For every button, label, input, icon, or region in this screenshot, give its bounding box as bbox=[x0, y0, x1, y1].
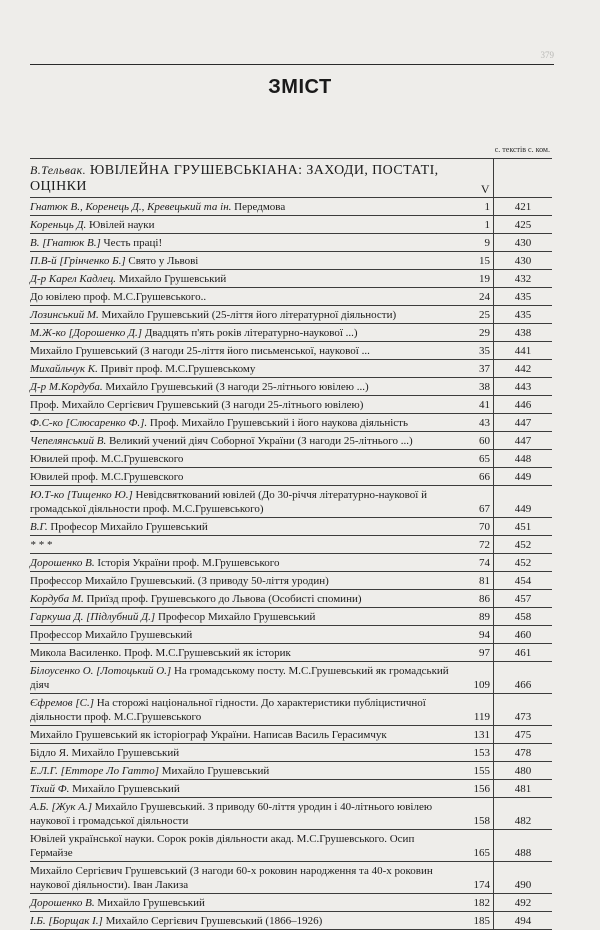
toc-entry-commentary-page: 480 bbox=[514, 765, 532, 777]
toc-entry[interactable] bbox=[30, 590, 552, 608]
toc-entry-title bbox=[30, 554, 494, 571]
toc-entry-page-number: V bbox=[480, 182, 490, 196]
page-title: ЗМІСТ bbox=[268, 76, 332, 98]
toc-entry[interactable] bbox=[30, 306, 552, 324]
toc-entry-commentary-page: 446 bbox=[514, 399, 532, 411]
toc-entry-title bbox=[30, 306, 494, 323]
toc-entry[interactable] bbox=[30, 216, 552, 234]
toc-entry[interactable] bbox=[30, 644, 552, 662]
toc-entry-commentary-page: 494 bbox=[514, 915, 532, 927]
toc-entry-title bbox=[30, 252, 494, 269]
toc-entry-text: Михайло Грушевський. З приводу 60-ліття уродин і 40-літнього ювілею наукової і громадської діяльности bbox=[30, 801, 433, 827]
toc-entry-text: Михайло Сергієвич Грушевський (З нагоди 60-х роковин народження та 40-х роковин наукової діяльности). Іван Лакиза bbox=[30, 865, 433, 891]
toc-entry-text: Професор Михайло Грушевський bbox=[155, 611, 316, 623]
toc-entry-author: Михайльчук К. bbox=[30, 363, 98, 375]
toc-entry-commentary-page: 490 bbox=[514, 879, 532, 891]
toc-entry-commentary-page: 452 bbox=[514, 539, 532, 551]
toc-entry-text: Микола Василенко. Проф. М.С.Грушевський як історик bbox=[30, 647, 291, 659]
table-of-contents bbox=[30, 158, 552, 930]
toc-entry-page-number: 97 bbox=[479, 647, 490, 659]
toc-entry-text: Приїзд проф. Грушевського до Львова (Особисті спомини) bbox=[83, 593, 362, 605]
toc-entry-page-number: 72 bbox=[479, 539, 490, 551]
toc-entry-author: Кореньць Д. bbox=[30, 219, 87, 231]
toc-entry-author: А.Б. [Жук А.] bbox=[30, 801, 93, 813]
toc-entry-author: Гаркуша Д. [Підлубний Д.] bbox=[30, 611, 156, 623]
toc-entry-commentary-page: 451 bbox=[514, 521, 532, 533]
toc-entry-text: Михайло Грушевський (З нагоди 25-літнього ювілею ...) bbox=[102, 381, 369, 393]
toc-entry-text: Привіт проф. М.С.Грушевському bbox=[97, 363, 256, 375]
toc-entry-commentary-page: 447 bbox=[514, 435, 532, 447]
toc-entry-author: Дорошенко В. bbox=[30, 897, 95, 909]
toc-entry-title bbox=[30, 378, 494, 395]
toc-entry-author: * * * bbox=[30, 539, 52, 551]
toc-entry-title bbox=[30, 198, 494, 215]
toc-entry[interactable] bbox=[30, 798, 552, 830]
toc-entry-author: В.Тельвак. bbox=[30, 163, 87, 177]
toc-entry-page-number: 94 bbox=[479, 629, 490, 641]
toc-entry-text: Передмова bbox=[231, 201, 286, 213]
toc-entry-commentary-page: 460 bbox=[514, 629, 532, 641]
toc-entry[interactable] bbox=[30, 662, 552, 694]
toc-entry-commentary-page: 447 bbox=[514, 417, 532, 429]
toc-entry-commentary-page: 454 bbox=[514, 575, 532, 587]
toc-entry[interactable] bbox=[30, 694, 552, 726]
toc-entry-page-number: 119 bbox=[473, 711, 490, 723]
toc-entry-page-number: 131 bbox=[473, 729, 490, 741]
toc-entry-title bbox=[30, 744, 494, 761]
toc-entry-page-number: 9 bbox=[484, 237, 490, 249]
toc-entry-text: Історія України проф. М.Грушевського bbox=[94, 557, 280, 569]
toc-entry-text: Михайло Грушевський bbox=[115, 273, 227, 285]
toc-entry-page-number: 37 bbox=[479, 363, 490, 375]
toc-entry[interactable] bbox=[30, 450, 552, 468]
toc-entry-text: Михайло Сергієвич Грушевський (1866–1926) bbox=[102, 915, 323, 927]
toc-entry-page-number: 1 bbox=[484, 219, 490, 231]
toc-entry-text: Ювилей проф. М.С.Грушевского bbox=[30, 453, 184, 465]
toc-entry-author: І.Б. [Борщак І.] bbox=[30, 915, 103, 927]
toc-entry-text: Профессор Михайло Грушевський bbox=[30, 629, 193, 641]
toc-entry-commentary-page: 466 bbox=[514, 679, 532, 691]
toc-entry-commentary-page: 425 bbox=[514, 219, 532, 231]
toc-entry-author: Дорошенко В. bbox=[30, 557, 95, 569]
toc-entry-commentary-page: 430 bbox=[514, 255, 532, 267]
toc-entry[interactable] bbox=[30, 762, 552, 780]
toc-entry[interactable] bbox=[30, 518, 552, 536]
toc-entry-author: Ф.С-ко [Слюсаренко Ф.]. bbox=[30, 417, 148, 429]
toc-entry-author: Гнатюк В., Коренець Д., Кревецький та ін. bbox=[30, 201, 232, 213]
toc-entry-title bbox=[30, 536, 494, 553]
toc-entry-commentary-page: 435 bbox=[514, 309, 532, 321]
toc-entry-author: Білоусенко О. [Лотоцький О.] bbox=[30, 665, 172, 677]
toc-entry-commentary-page: 421 bbox=[514, 201, 532, 213]
toc-entry[interactable] bbox=[30, 234, 552, 252]
toc-entry-page-number: 70 bbox=[479, 521, 490, 533]
toc-entry-page-number: 25 bbox=[479, 309, 490, 321]
toc-entry[interactable] bbox=[30, 608, 552, 626]
toc-entry-text: До ювілею проф. М.С.Грушевського.. bbox=[30, 291, 207, 303]
toc-entry-commentary-page: 461 bbox=[514, 647, 532, 659]
toc-entry-commentary-page: 473 bbox=[514, 711, 532, 723]
toc-entry-commentary-page: 457 bbox=[514, 593, 532, 605]
toc-entry-author: Чепелянський В. bbox=[30, 435, 107, 447]
toc-entry-title bbox=[30, 662, 494, 693]
toc-entry-commentary-page: 478 bbox=[514, 747, 532, 759]
toc-entry-title bbox=[30, 486, 494, 517]
toc-entry-author: Лозинський М. bbox=[30, 309, 99, 321]
toc-entry[interactable] bbox=[30, 536, 552, 554]
toc-entry[interactable] bbox=[30, 252, 552, 270]
toc-entry-author: Тіхий Ф. bbox=[30, 783, 70, 795]
toc-entry-text: Невідсвяткований ювілей (До 30-річчя літературно-наукової й громадської діяльности проф. М.С.Грушевського) bbox=[30, 489, 427, 515]
toc-entry[interactable] bbox=[30, 780, 552, 798]
toc-entry-page-number: 81 bbox=[479, 575, 490, 587]
toc-entry-page-number: 182 bbox=[473, 897, 490, 909]
toc-entry-page-number: 153 bbox=[473, 747, 490, 759]
toc-entry-page-number: 65 bbox=[479, 453, 490, 465]
toc-entry-title bbox=[30, 270, 494, 287]
toc-entry-commentary-page: 475 bbox=[514, 729, 532, 741]
toc-entry[interactable] bbox=[30, 198, 552, 216]
toc-entry-text: Михайло Грушевський (25-ліття його літературної діяльности) bbox=[98, 309, 397, 321]
toc-entry-text: Михайло Грушевський bbox=[158, 765, 270, 777]
toc-entry-title bbox=[30, 468, 494, 485]
toc-entry-page-number: 43 bbox=[479, 417, 490, 429]
toc-entry[interactable] bbox=[30, 414, 552, 432]
toc-entry-commentary-page: 442 bbox=[514, 363, 532, 375]
toc-entry-text: Професор Михайло Грушевський bbox=[47, 521, 208, 533]
toc-entry-page-number: 15 bbox=[479, 255, 490, 267]
toc-entry[interactable] bbox=[30, 572, 552, 590]
toc-entry-page-number: 67 bbox=[479, 503, 490, 515]
toc-entry[interactable] bbox=[30, 158, 552, 198]
toc-entry-text: Свято у Львові bbox=[125, 255, 199, 267]
toc-entry-page-number: 29 bbox=[479, 327, 490, 339]
toc-entry[interactable] bbox=[30, 912, 552, 930]
toc-entry-page-number: 74 bbox=[479, 557, 490, 569]
toc-entry-commentary-page: 443 bbox=[514, 381, 532, 393]
toc-entry-title bbox=[30, 780, 494, 797]
toc-entry-title bbox=[30, 234, 494, 251]
toc-entry[interactable] bbox=[30, 378, 552, 396]
toc-entry-page-number: 155 bbox=[473, 765, 490, 777]
toc-entry-title bbox=[30, 894, 494, 911]
toc-entry-text: Михайло Грушевський bbox=[94, 897, 205, 909]
toc-entry-title bbox=[30, 644, 494, 661]
toc-entry-text: Михайло Грушевський як історіограф України. Написав Василь Герасимчук bbox=[30, 729, 387, 741]
toc-entry-title bbox=[30, 830, 494, 861]
toc-entry[interactable] bbox=[30, 342, 552, 360]
toc-entry-title bbox=[30, 590, 494, 607]
toc-entry-title bbox=[30, 396, 494, 413]
toc-entry-title bbox=[30, 572, 494, 589]
toc-entry-page-number: 165 bbox=[473, 847, 490, 859]
toc-entry-commentary-page: 435 bbox=[514, 291, 532, 303]
toc-entry-text: Бідло Я. Михайло Грушевський bbox=[30, 747, 180, 759]
toc-entry[interactable] bbox=[30, 894, 552, 912]
columns-header: с. текстів с. ком. bbox=[494, 145, 550, 154]
toc-entry-text: Михайло Грушевський (З нагоди 25-ліття його письменської, наукової ... bbox=[30, 345, 370, 357]
toc-entry-page-number: 1 bbox=[484, 201, 490, 213]
toc-entry-page-number: 89 bbox=[479, 611, 490, 623]
toc-entry-author: В.Г. bbox=[30, 521, 48, 533]
toc-entry-title bbox=[30, 342, 494, 359]
toc-entry-author: Ю.Т-ко [Тищенко Ю.] bbox=[30, 489, 133, 501]
toc-entry-title bbox=[30, 608, 494, 625]
toc-entry-text: Проф. Михайло Грушевський і його наукова діяльність bbox=[147, 417, 408, 429]
toc-entry-author: Д-р Карел Кадлец. bbox=[30, 273, 116, 285]
toc-entry-text: Михайло Грушевський bbox=[69, 783, 180, 795]
toc-entry-page-number: 35 bbox=[479, 345, 490, 357]
toc-entry-commentary-page: 452 bbox=[514, 557, 532, 569]
toc-entry-title bbox=[30, 798, 494, 829]
toc-entry-commentary-page: 438 bbox=[514, 327, 532, 339]
toc-entry[interactable] bbox=[30, 432, 552, 450]
toc-entry-commentary-page: 441 bbox=[514, 345, 532, 357]
toc-entry-text: ЮВІЛЕЙНА ГРУШЕВСЬКІАНА: ЗАХОДИ, ПОСТАТІ, ОЦІНКИ bbox=[30, 163, 439, 194]
toc-entry-commentary-page: 458 bbox=[514, 611, 532, 623]
toc-entry-text: Ювілей української науки. Сорок років діяльности акад. М.С.Грушевського. Осип Гермайзе bbox=[30, 833, 415, 859]
toc-entry[interactable] bbox=[30, 486, 552, 518]
toc-entry-page-number: 158 bbox=[473, 815, 490, 827]
toc-entry-title bbox=[30, 912, 494, 929]
toc-entry-title bbox=[30, 450, 494, 467]
toc-entry-title bbox=[30, 159, 494, 197]
toc-entry-author: Єфремов [С.] bbox=[30, 697, 94, 709]
toc-entry-commentary-page: 482 bbox=[514, 815, 532, 827]
toc-entry-title bbox=[30, 360, 494, 377]
toc-entry-page-number: 19 bbox=[479, 273, 490, 285]
toc-entry-commentary-page: 430 bbox=[514, 237, 532, 249]
toc-entry-text: Профессор Михайло Грушевський. (З приводу 50-ліття уродин) bbox=[30, 575, 329, 587]
toc-entry[interactable] bbox=[30, 360, 552, 378]
toc-entry-title bbox=[30, 626, 494, 643]
toc-entry-page-number: 185 bbox=[473, 915, 490, 927]
toc-entry-page-number: 60 bbox=[479, 435, 490, 447]
toc-entry-text: Ювилей проф. М.С.Грушевского bbox=[30, 471, 184, 483]
toc-entry-commentary-page: 488 bbox=[514, 847, 532, 859]
toc-entry[interactable] bbox=[30, 396, 552, 414]
toc-entry-commentary-page: 449 bbox=[514, 503, 532, 515]
toc-entry-title bbox=[30, 324, 494, 341]
toc-entry-text: На сторожі національної гідности. До характеристики публіцистичної діяльности проф. М.С.Грушевського bbox=[30, 697, 426, 723]
toc-entry-commentary-page: 449 bbox=[514, 471, 532, 483]
toc-entry[interactable] bbox=[30, 288, 552, 306]
toc-entry-page-number: 174 bbox=[473, 879, 490, 891]
toc-entry-commentary-page: 481 bbox=[514, 783, 532, 795]
toc-entry-title bbox=[30, 216, 494, 233]
toc-entry-author: М.Ж-ко [Дорошенко Д.] bbox=[30, 327, 143, 339]
toc-entry[interactable] bbox=[30, 744, 552, 762]
toc-entry[interactable] bbox=[30, 324, 552, 342]
toc-entry-commentary-page: 492 bbox=[514, 897, 532, 909]
toc-entry[interactable] bbox=[30, 626, 552, 644]
toc-entry-title bbox=[30, 414, 494, 431]
toc-entry-text: Великий учений діяч Соборної України (З нагоди 25-літнього ...) bbox=[106, 435, 413, 447]
toc-entry[interactable] bbox=[30, 468, 552, 486]
running-head: 379 bbox=[540, 50, 554, 60]
toc-entry-text: На громадському посту. М.С.Грушевський як громадський діяч bbox=[30, 665, 449, 691]
toc-entry[interactable] bbox=[30, 554, 552, 572]
toc-entry-title bbox=[30, 432, 494, 449]
toc-entry-text: Честь праці! bbox=[100, 237, 163, 249]
toc-entry[interactable] bbox=[30, 270, 552, 288]
toc-entry-author: Д-р М.Кордуба. bbox=[30, 381, 103, 393]
toc-entry-author: Е.Л.Г. [Етторе Ло Гатто] bbox=[30, 765, 159, 777]
toc-entry-page-number: 86 bbox=[479, 593, 490, 605]
toc-entry-page-number: 41 bbox=[479, 399, 490, 411]
toc-entry-page-number: 109 bbox=[473, 679, 490, 691]
toc-entry-page-number: 156 bbox=[473, 783, 490, 795]
toc-entry-author: В. [Гнатюк В.] bbox=[30, 237, 101, 249]
toc-entry-text: Двадцять п'ять років літературно-наукової ...) bbox=[142, 327, 358, 339]
header-rule bbox=[30, 64, 554, 65]
toc-entry-title bbox=[30, 288, 494, 305]
toc-entry-page-number: 38 bbox=[479, 381, 490, 393]
toc-entry-title bbox=[30, 694, 494, 725]
toc-entry[interactable] bbox=[30, 726, 552, 744]
toc-entry-commentary-page: 432 bbox=[514, 273, 532, 285]
toc-entry-title bbox=[30, 762, 494, 779]
toc-entry-page-number: 24 bbox=[479, 291, 490, 303]
toc-entry-title bbox=[30, 518, 494, 535]
toc-entry-author: П.В-й [Грінченко Б.] bbox=[30, 255, 126, 267]
toc-entry-text: Ювілей науки bbox=[86, 219, 155, 231]
toc-entry[interactable] bbox=[30, 830, 552, 862]
toc-entry-text: Проф. Михайло Сергієвич Грушевський (З нагоди 25-літнього ювілею) bbox=[30, 399, 364, 411]
toc-entry-page-number: 66 bbox=[479, 471, 490, 483]
toc-entry-commentary-page: 448 bbox=[514, 453, 532, 465]
toc-entry-title bbox=[30, 726, 494, 743]
toc-entry-author: Кордуба М. bbox=[30, 593, 84, 605]
